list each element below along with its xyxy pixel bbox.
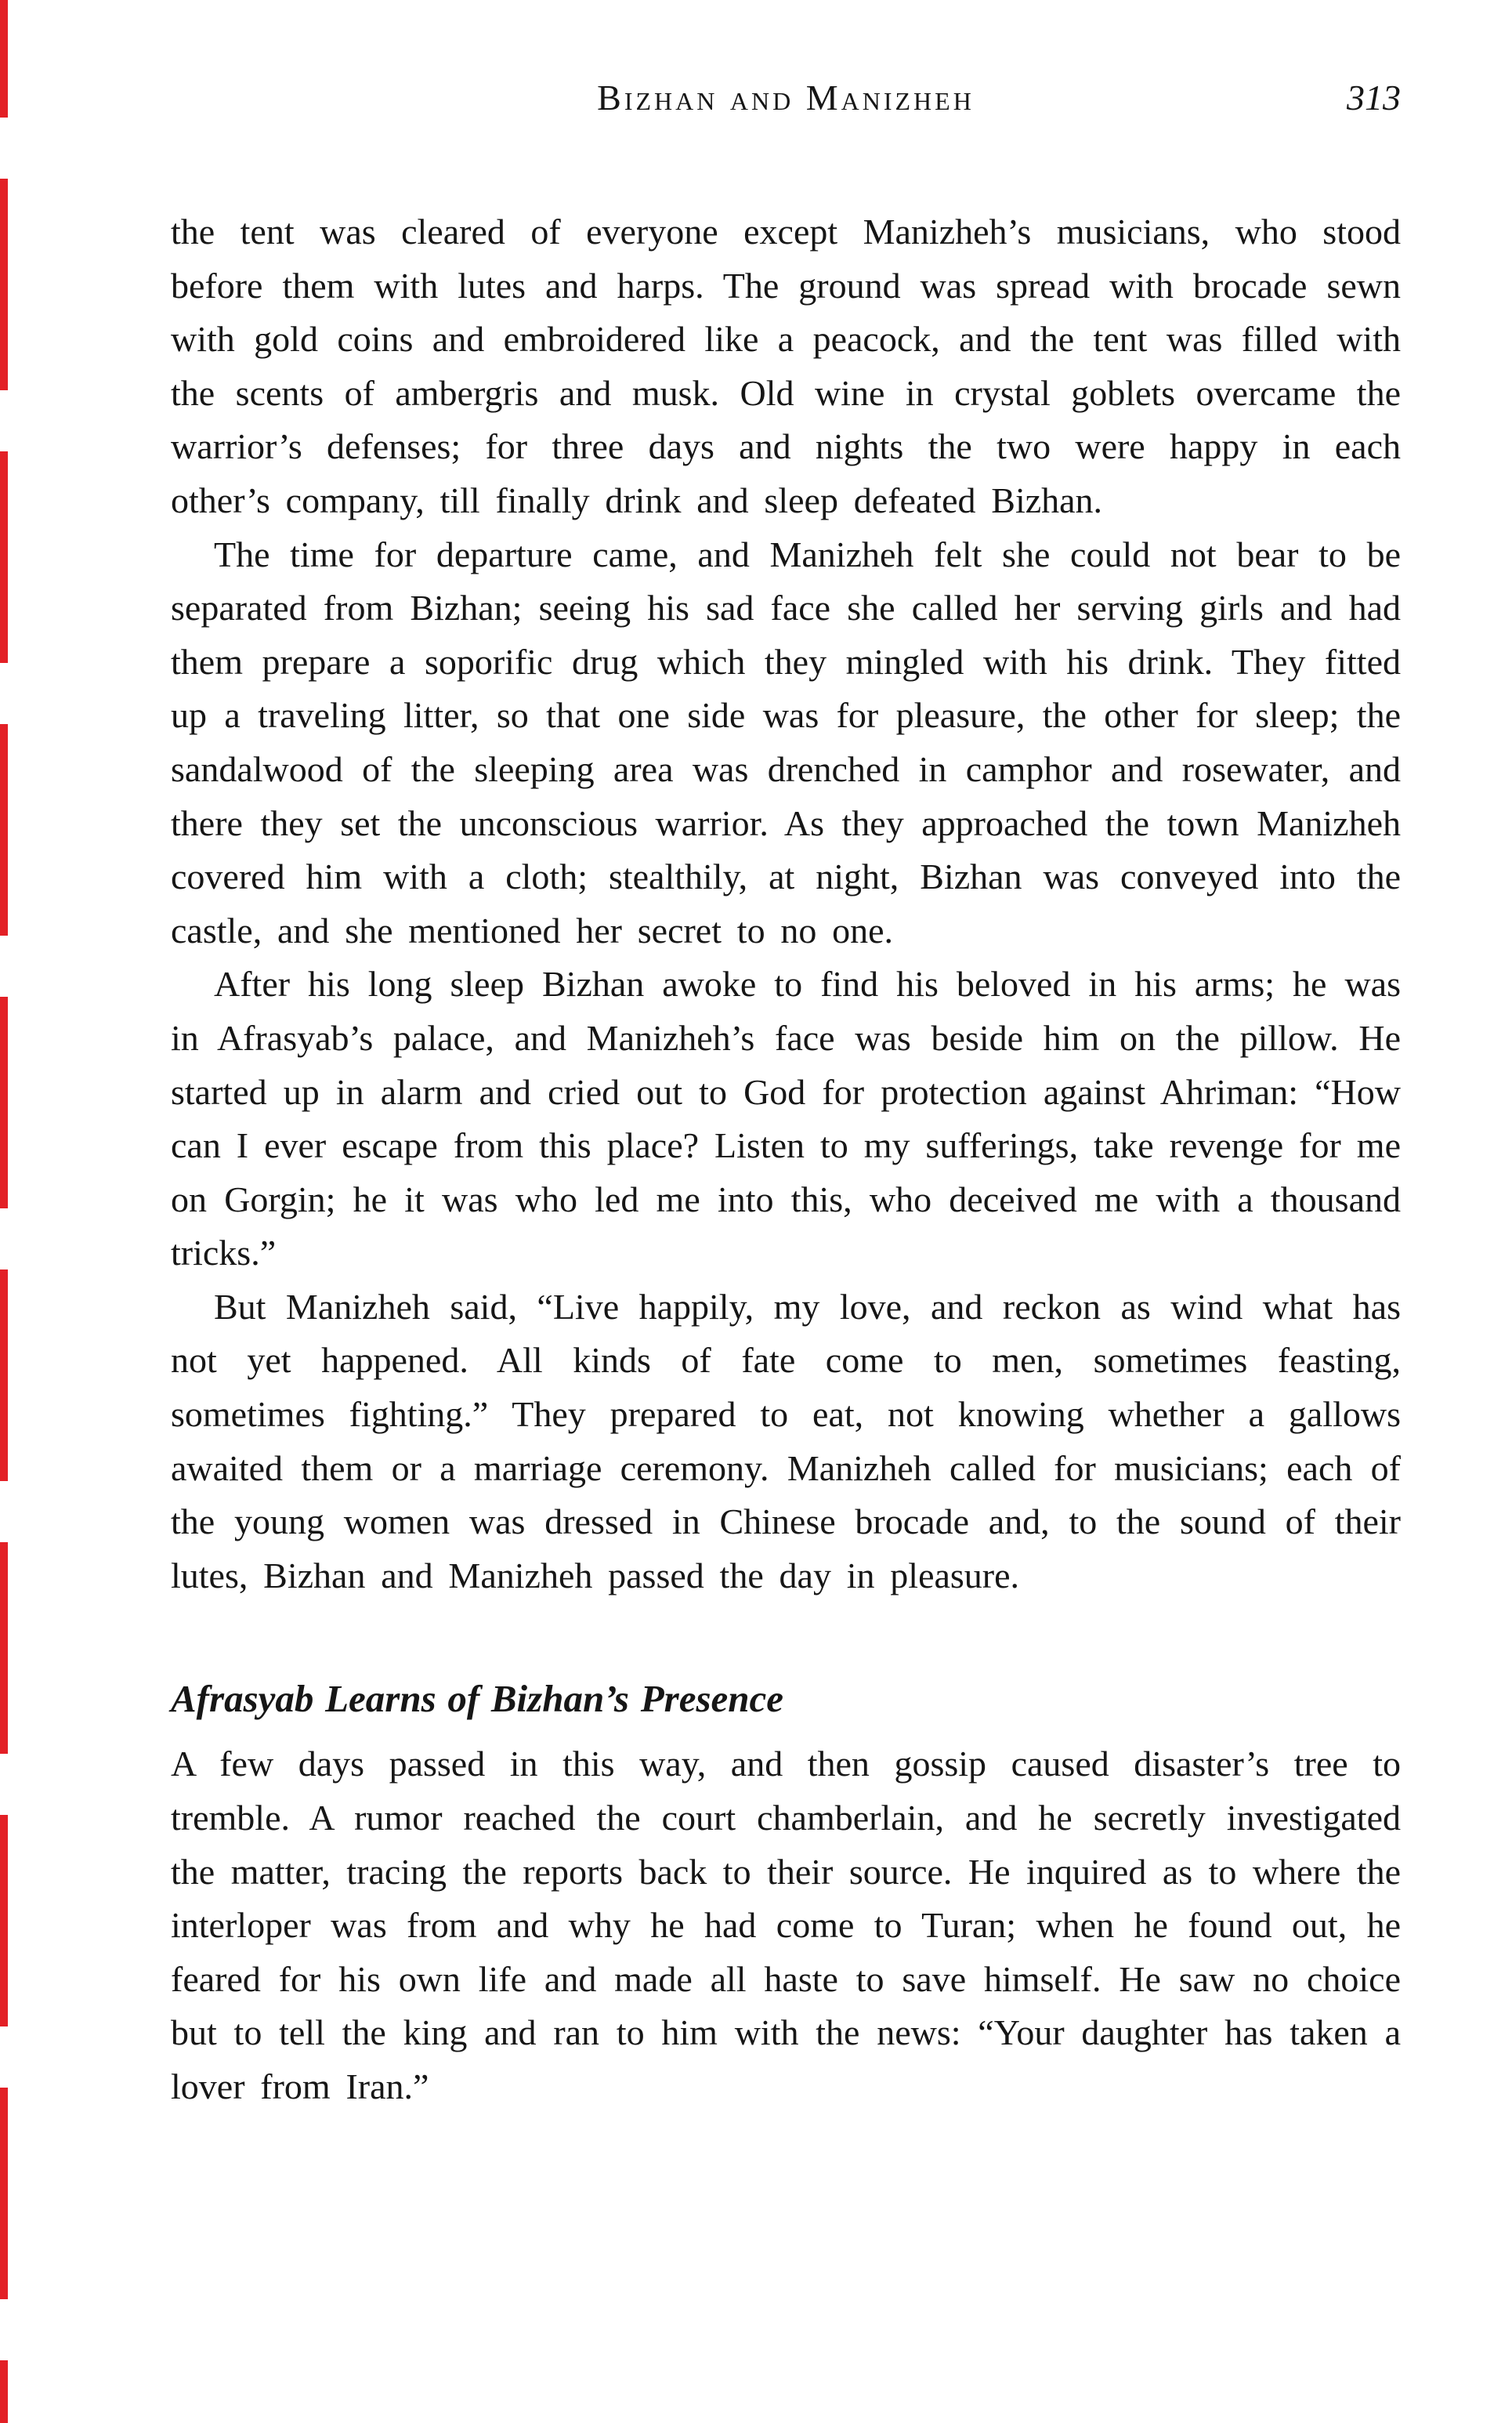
paragraph-after-heading: A few days passed in this way, and then gossip caused disaster’s tree to tremble. A rumor reached the court chamberlain, and he secretly investigated the matter, tracing the reports back to their source. He inquired as to where the interloper was from and why he had come to Turan; when he found out, he feared for his own life and made all haste to save himself. He saw no choice but to tell the king and ran to him with the news: “Your daughter has taken a lover from Iran.” <box>171 1744 1401 2106</box>
paragraph: After his long sleep Bizhan awoke to find his beloved in his arms; he was in Afrasyab’s palace, and Manizheh’s face was beside him on the pillow. He started up in alarm and cried out to God for protection against Ahriman: “How can I ever escape from this place? Listen to my sufferings, take revenge for me on Gorgin; he it was who led me into this, who deceived me with a thousand tricks.” <box>171 964 1401 1273</box>
page-number: 313 <box>1347 78 1401 118</box>
paragraph: But Manizheh said, “Live happily, my love, and reckon as wind what has not yet happened. All kinds of fate come to men, sometimes feasting, sometimes fighting.” They prepared to eat, not knowing whether a gallows awaited them or a marriage ceremony. Manizheh called for musicians; each of the young women was dressed in Chinese brocade and, to the sound of their lutes, Bizhan and Manizheh passed the day in pleasure. <box>171 1286 1401 1595</box>
page-header <box>171 75 1401 121</box>
section-heading: Afrasyab Learns of Bizhan’s Presence <box>171 1677 784 1721</box>
page-edge-red-marking <box>0 0 8 2423</box>
running-head-title: Bizhan and Manizheh <box>597 78 975 118</box>
paragraph: The time for departure came, and Manizheh felt she could not bear to be separated from Bizhan; seeing his sad face she called her serving girls and had them prepare a soporific drug which they mingled with his drink. They fitted up a traveling litter, so that one side was for pleasure, the other for sleep; the sandalwood of the sleeping area was drenched in camphor and rosewater, and there they set the unconscious warrior. As they approached the town Manizheh covered him with a cloth; stealthily, at night, Bizhan was conveyed into the castle, and she mentioned her secret to no one. <box>171 534 1401 951</box>
page-body <box>171 205 1401 2114</box>
paragraph-continued-from-previous-page: the tent was cleared of everyone except Manizheh’s musicians, who stood before them with lutes and harps. The ground was spread with brocade sewn with gold coins and embroidered like a peacock, and the tent was filled with the scents of ambergris and musk. Old wine in crystal goblets overcame the warrior’s defenses; for three days and nights the two were happy in each other’s company, till finally drink and sleep defeated Bizhan. <box>171 212 1401 520</box>
